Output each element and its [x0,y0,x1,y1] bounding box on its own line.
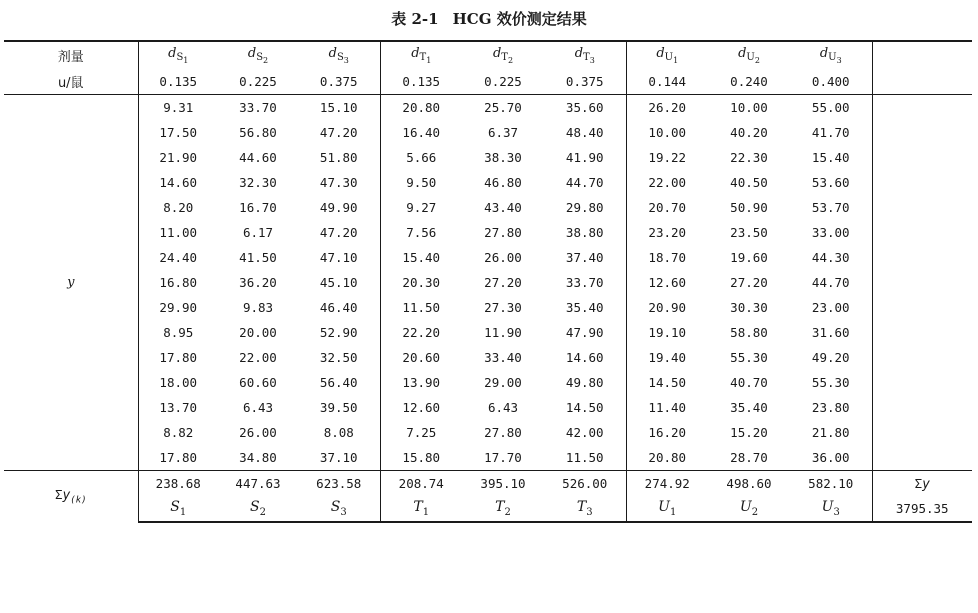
header-cell [380,41,462,68]
data-cell: 8.08 [323,425,354,440]
data-cell: 50.90 [730,200,768,215]
data-cell: 15.80 [380,445,462,471]
data-cell: 36.20 [239,275,277,290]
blank-cell [872,270,972,295]
data-cell: 51.80 [319,150,358,165]
data-cell: 27.80 [484,225,522,240]
data-cell: 33.70 [218,95,298,121]
data-cell: 23.80 [811,400,850,415]
header-cell [462,41,544,68]
data-cell: 33.70 [565,275,604,290]
data-cell: 11.00 [138,220,218,245]
group-t1: $T_1$ [413,499,430,518]
dose-value: 0.225 [239,73,277,89]
data-cell: 26.00 [484,250,522,265]
dose-symbol-s2: $d_{S_2}$ [247,45,269,66]
data-cell: 17.70 [484,450,522,465]
blank-cell [872,245,972,270]
data-cell: 38.80 [565,225,604,240]
data-cell: 55.00 [790,95,872,121]
data-cell: 6.17 [242,225,274,240]
dose-label: 剂量 [4,41,138,68]
group-cell [544,496,626,522]
dose-value: 0.225 [484,73,522,89]
blank-cell [872,95,972,121]
data-cell: 36.00 [811,450,850,465]
data-cell: 10.00 [708,95,790,121]
data-cell: 6.37 [487,125,519,140]
group-cell [708,496,790,522]
data-cell: 15.40 [380,245,462,270]
dose-symbol-u1: $d_{U_1}$ [656,45,679,66]
data-cell: 56.40 [319,375,358,390]
dose-value: 0.240 [730,73,768,89]
data-cell: 18.70 [626,245,708,270]
data-cell: 20.00 [239,325,277,340]
unit-label: u/鼠 [57,75,84,91]
group-cell [380,496,462,522]
dose-value: 0.135 [138,68,218,95]
sum-value: 623.58 [298,471,380,497]
group-u3: $U_3$ [821,499,840,518]
table-title [0,6,978,32]
data-cell: 17.80 [138,345,218,370]
dose-symbol-t3: $d_{T_3}$ [574,45,595,66]
data-cell: 39.50 [319,400,358,415]
data-cell: 38.30 [484,150,522,165]
blank-cell [872,195,972,220]
data-cell: 20.80 [380,95,462,121]
data-cell: 20.30 [380,270,462,295]
blank-cell [872,420,972,445]
data-cell: 18.00 [138,370,218,395]
data-cell: 47.30 [319,175,358,190]
header-cell [626,41,708,68]
y-label: y [4,95,138,471]
data-cell: 33.40 [484,350,522,365]
blank-cell [872,170,972,195]
data-row [4,370,972,395]
data-cell: 22.30 [730,150,768,165]
data-cell: 55.30 [811,375,850,390]
dose-symbol-t2: $d_{T_2}$ [492,45,514,66]
data-cell: 20.70 [626,195,708,220]
data-cell: 8.95 [138,320,218,345]
data-cell: 41.50 [239,250,277,265]
data-row [4,245,972,270]
data-cell: 5.66 [380,145,462,170]
sum-value: 526.00 [544,471,626,497]
data-cell: 12.60 [380,395,462,420]
data-cell: 19.40 [626,345,708,370]
data-cell: 7.25 [380,420,462,445]
data-cell: 44.70 [811,275,850,290]
data-row [4,220,972,245]
data-cell: 17.50 [138,120,218,145]
sum-value: 395.10 [462,471,544,497]
header-cell [298,41,380,68]
data-cell: 60.60 [239,375,277,390]
data-cell: 41.70 [811,125,850,140]
data-cell: 26.00 [239,425,277,440]
data-cell: 35.40 [730,400,768,415]
total-label: Σy [872,471,972,497]
data-cell: 27.20 [484,275,522,290]
blank-cell [872,320,972,345]
data-row [4,345,972,370]
data-row [4,445,972,471]
data-cell: 8.82 [138,420,218,445]
data-row [4,120,972,145]
data-cell: 21.80 [811,425,850,440]
blank-cell [872,395,972,420]
data-cell: 17.80 [138,445,218,471]
table-number: 表 2-1 [391,10,439,28]
data-cell: 40.70 [730,375,768,390]
data-cell: 43.40 [484,200,522,215]
sum-value: 238.68 [138,471,218,497]
data-cell: 20.60 [380,345,462,370]
data-cell: 29.80 [565,200,604,215]
data-row [4,395,972,420]
group-cell [218,496,298,522]
data-cell: 53.70 [811,200,850,215]
dose-value: 0.375 [565,73,604,89]
data-cell: 23.50 [730,225,768,240]
data-cell: 56.80 [239,125,277,140]
header-cell [790,41,872,68]
data-cell: 24.40 [138,245,218,270]
data-cell: 27.20 [730,275,768,290]
data-cell: 14.60 [565,350,604,365]
group-t3: $T_3$ [576,499,593,518]
data-cell: 14.60 [138,170,218,195]
dose-symbol-u2: $d_{U_2}$ [738,45,760,66]
data-cell: 20.90 [626,295,708,320]
group-cell [626,496,708,522]
sum-row [4,471,972,497]
data-cell: 9.27 [380,195,462,220]
dose-row [4,68,972,95]
data-cell: 37.10 [319,450,358,465]
data-cell: 44.60 [239,150,277,165]
data-cell: 15.10 [298,95,380,121]
data-cell: 48.40 [565,125,604,140]
data-cell: 28.70 [730,450,768,465]
table-caption: HCG 效价测定结果 [452,10,587,28]
data-cell: 10.00 [626,120,708,145]
data-cell: 16.40 [380,120,462,145]
data-cell: 15.20 [730,425,768,440]
sum-value: 274.92 [626,471,708,497]
data-cell: 58.80 [730,325,768,340]
data-cell: 11.50 [565,450,604,465]
data-cell: 15.40 [811,150,850,165]
dose-value: 0.144 [626,68,708,95]
data-cell: 29.00 [484,375,522,390]
data-cell: 23.00 [811,300,850,315]
header-blank [872,41,972,68]
group-u2: $U_2$ [739,499,759,518]
header-cell [544,41,626,68]
data-cell: 55.30 [730,350,768,365]
data-cell: 46.40 [319,300,358,315]
group-s3: $S_3$ [330,499,347,518]
blank-cell [872,120,972,145]
dose-value: 0.400 [811,73,850,89]
data-row [4,145,972,170]
blank-cell [872,445,972,471]
group-t2: $T_2$ [495,499,511,518]
blank-cell [872,370,972,395]
data-cell: 33.00 [811,225,850,240]
data-cell: 46.80 [484,175,522,190]
data-cell: 47.10 [319,250,358,265]
data-cell: 49.90 [319,200,358,215]
group-cell [298,496,380,522]
data-cell: 16.80 [138,270,218,295]
sum-value: 208.74 [380,471,462,497]
header-cell [218,41,298,68]
group-cell [462,496,544,522]
data-row [4,270,972,295]
blank-cell [872,220,972,245]
data-cell: 19.10 [626,320,708,345]
data-cell: 6.43 [487,400,519,415]
data-cell: 16.70 [239,200,277,215]
group-cell [790,496,872,522]
data-row [4,95,972,121]
data-cell: 22.00 [626,170,708,195]
data-cell: 19.60 [730,250,768,265]
header-cell [708,41,790,68]
total-value: 3795.35 [872,496,972,522]
data-row [4,295,972,320]
data-cell: 11.40 [626,395,708,420]
data-cell: 29.90 [138,295,218,320]
data-cell: 53.60 [811,175,850,190]
data-cell: 9.50 [380,170,462,195]
group-u1: $U_1$ [658,499,677,518]
data-cell: 31.60 [811,325,850,340]
data-cell: 21.90 [138,145,218,170]
data-cell: 14.50 [565,400,604,415]
blank-cell [872,145,972,170]
dose-symbol-u3: $d_{U_3}$ [819,45,842,66]
data-cell: 8.20 [138,195,218,220]
blank-cell [872,295,972,320]
data-cell: 44.70 [565,175,604,190]
data-cell: 47.20 [319,225,358,240]
data-cell: 6.43 [242,400,274,415]
group-cell [138,496,218,522]
data-cell: 34.80 [239,450,277,465]
data-cell: 35.60 [544,95,626,121]
dose-blank [872,68,972,95]
dose-value: 0.375 [319,73,358,89]
data-cell: 13.90 [380,370,462,395]
data-cell: 41.90 [565,150,604,165]
data-cell: 45.10 [319,275,358,290]
data-cell: 49.80 [565,375,604,390]
data-cell: 44.30 [811,250,850,265]
data-cell: 12.60 [626,270,708,295]
group-s1: $S_1$ [170,499,187,518]
group-s2: $S_2$ [250,499,266,518]
data-cell: 11.50 [380,295,462,320]
data-cell: 40.50 [730,175,768,190]
data-row [4,320,972,345]
group-row [4,496,972,522]
data-cell: 32.50 [319,350,358,365]
data-cell: 32.30 [239,175,277,190]
data-cell: 23.20 [626,220,708,245]
data-cell: 9.83 [242,300,274,315]
table-body [4,41,972,522]
data-cell: 47.20 [319,125,358,140]
data-cell: 20.80 [626,445,708,471]
sum-value: 447.63 [218,471,298,497]
blank-cell [872,345,972,370]
data-cell: 49.20 [811,350,850,365]
header-row [4,41,972,68]
dose-symbol-s1: $d_{S_1}$ [168,45,189,66]
data-cell: 22.00 [239,350,277,365]
dose-value: 0.135 [380,68,462,95]
dose-symbol-t1: $d_{T_1}$ [411,45,432,66]
hcg-results-table [4,40,972,523]
data-cell: 37.40 [565,250,604,265]
data-cell: 19.22 [626,145,708,170]
data-cell: 7.56 [380,220,462,245]
data-cell: 9.31 [138,95,218,121]
data-cell: 14.50 [626,370,708,395]
data-cell: 22.20 [380,320,462,345]
data-row [4,420,972,445]
data-cell: 16.20 [626,420,708,445]
sum-label: $\Sigma y_{(k)}$ [4,471,138,523]
header-cell [138,41,218,68]
data-cell: 42.00 [565,425,604,440]
data-cell: 13.70 [138,395,218,420]
data-row [4,195,972,220]
data-cell: 27.30 [484,300,522,315]
data-cell: 30.30 [730,300,768,315]
sum-value: 498.60 [708,471,790,497]
data-cell: 11.90 [484,325,522,340]
dose-symbol-s3: $d_{S_3}$ [328,45,349,66]
data-cell: 26.20 [626,95,708,121]
data-cell: 35.40 [565,300,604,315]
data-cell: 40.20 [730,125,768,140]
data-row [4,170,972,195]
data-cell: 25.70 [462,95,544,121]
data-cell: 47.90 [565,325,604,340]
data-cell: 27.80 [484,425,522,440]
sum-value: 582.10 [790,471,872,497]
data-cell: 52.90 [319,325,358,340]
